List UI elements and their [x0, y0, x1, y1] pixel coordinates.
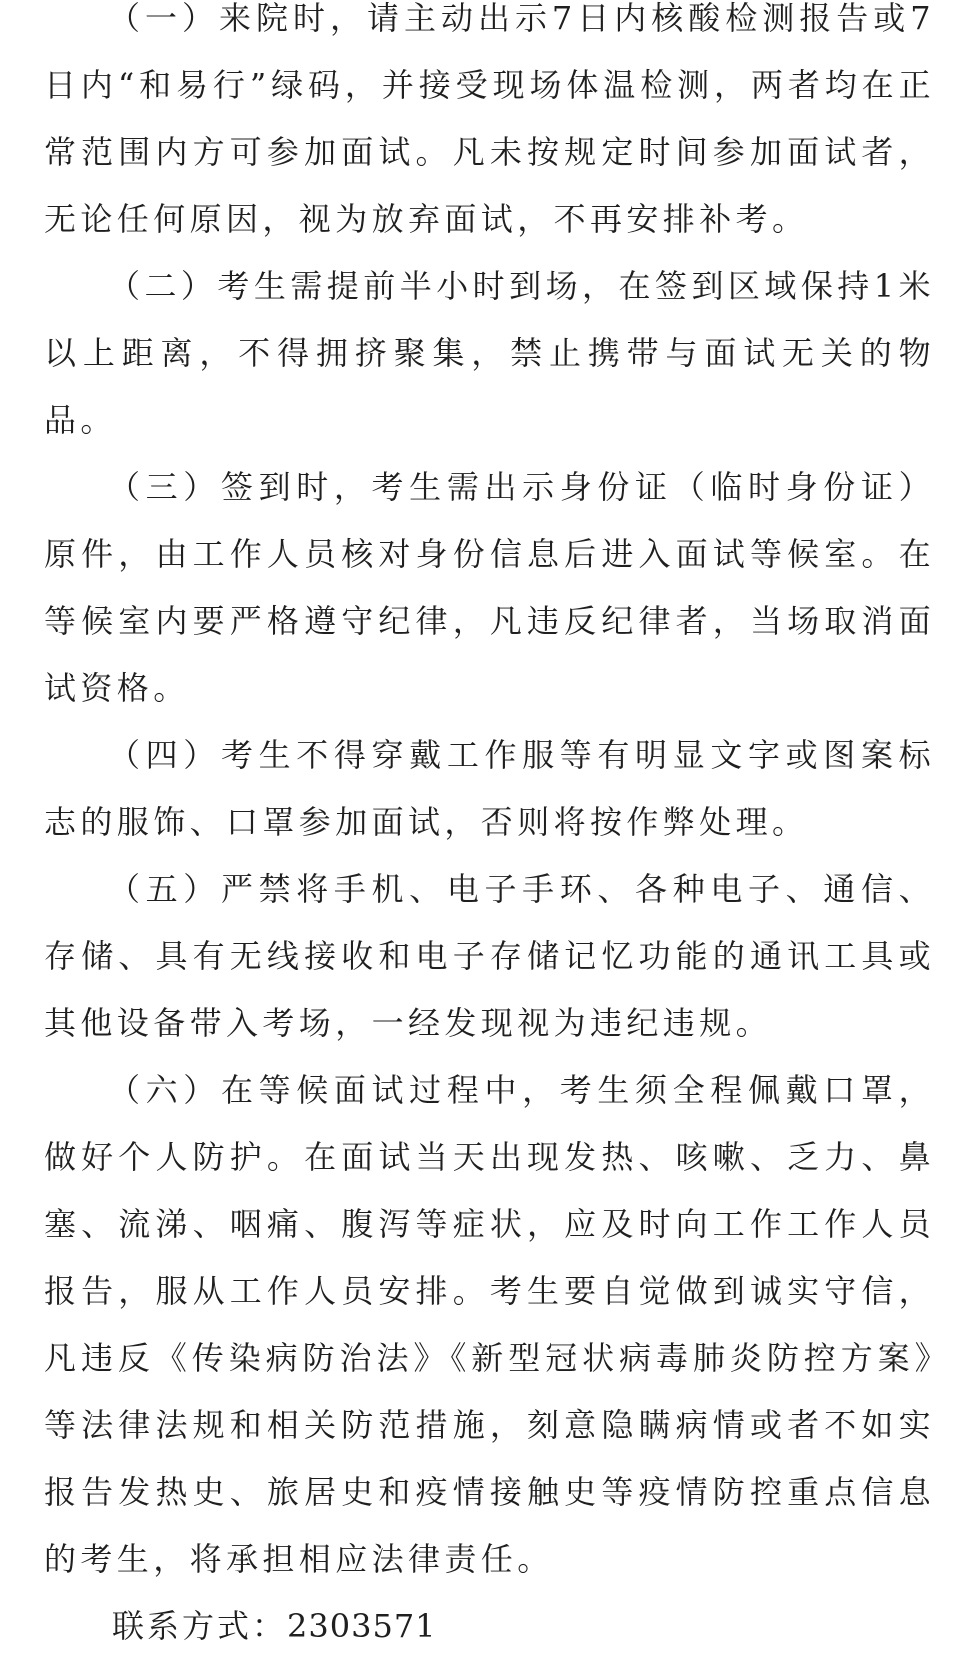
- contact-phone: 2303571: [287, 1607, 437, 1645]
- paragraph-rule-4: （四）考生不得穿戴工作服等有明显文字或图案标志的服饰、口罩参加面试，否则将按作弊处理。: [44, 736, 935, 841]
- contact-label: 联系方式：: [112, 1607, 288, 1645]
- paragraph-rule-2: （二）考生需提前半小时到场，在签到区域保持1米以上距离，不得拥挤聚集，禁止携带与面试无关的物品。: [44, 267, 935, 439]
- contact-line: [44, 1593, 935, 1660]
- paragraph-rule-6: （六）在等候面试过程中，考生须全程佩戴口罩，做好个人防护。在面试当天出现发热、咳嗽、乏力、鼻塞、流涕、咽痛、腹泻等症状，应及时向工作工作人员报告，服从工作人员安排。考生要自觉做到诚实守信，凡违反《传染病防治法》《新型冠状病毒肺炎防控方案》等法律法规和相关防范措施，刻意隐瞒病情或者不如实报告发热史、旅居史和疫情接触史等疫情防控重点信息的考生，将承担相应法律责任。: [44, 1071, 935, 1578]
- paragraph-rule-3: （三）签到时，考生需出示身份证（临时身份证）原件，由工作人员核对身份信息后进入面试等候室。在等候室内要严格遵守纪律，凡违反纪律者，当场取消面试资格。: [44, 468, 935, 707]
- paragraph-rule-5: （五）严禁将手机、电子手环、各种电子、通信、存储、具有无线接收和电子存储记忆功能的通讯工具或其他设备带入考场，一经发现视为违纪违规。: [44, 870, 935, 1042]
- paragraph-rule-1: （一）来院时，请主动出示7日内核酸检测报告或7日内“和易行”绿码，并接受现场体温检测，两者均在正常范围内方可参加面试。凡未按规定时间参加面试者，无论任何原因，视为放弃面试，不再安排补考。: [44, 0, 935, 238]
